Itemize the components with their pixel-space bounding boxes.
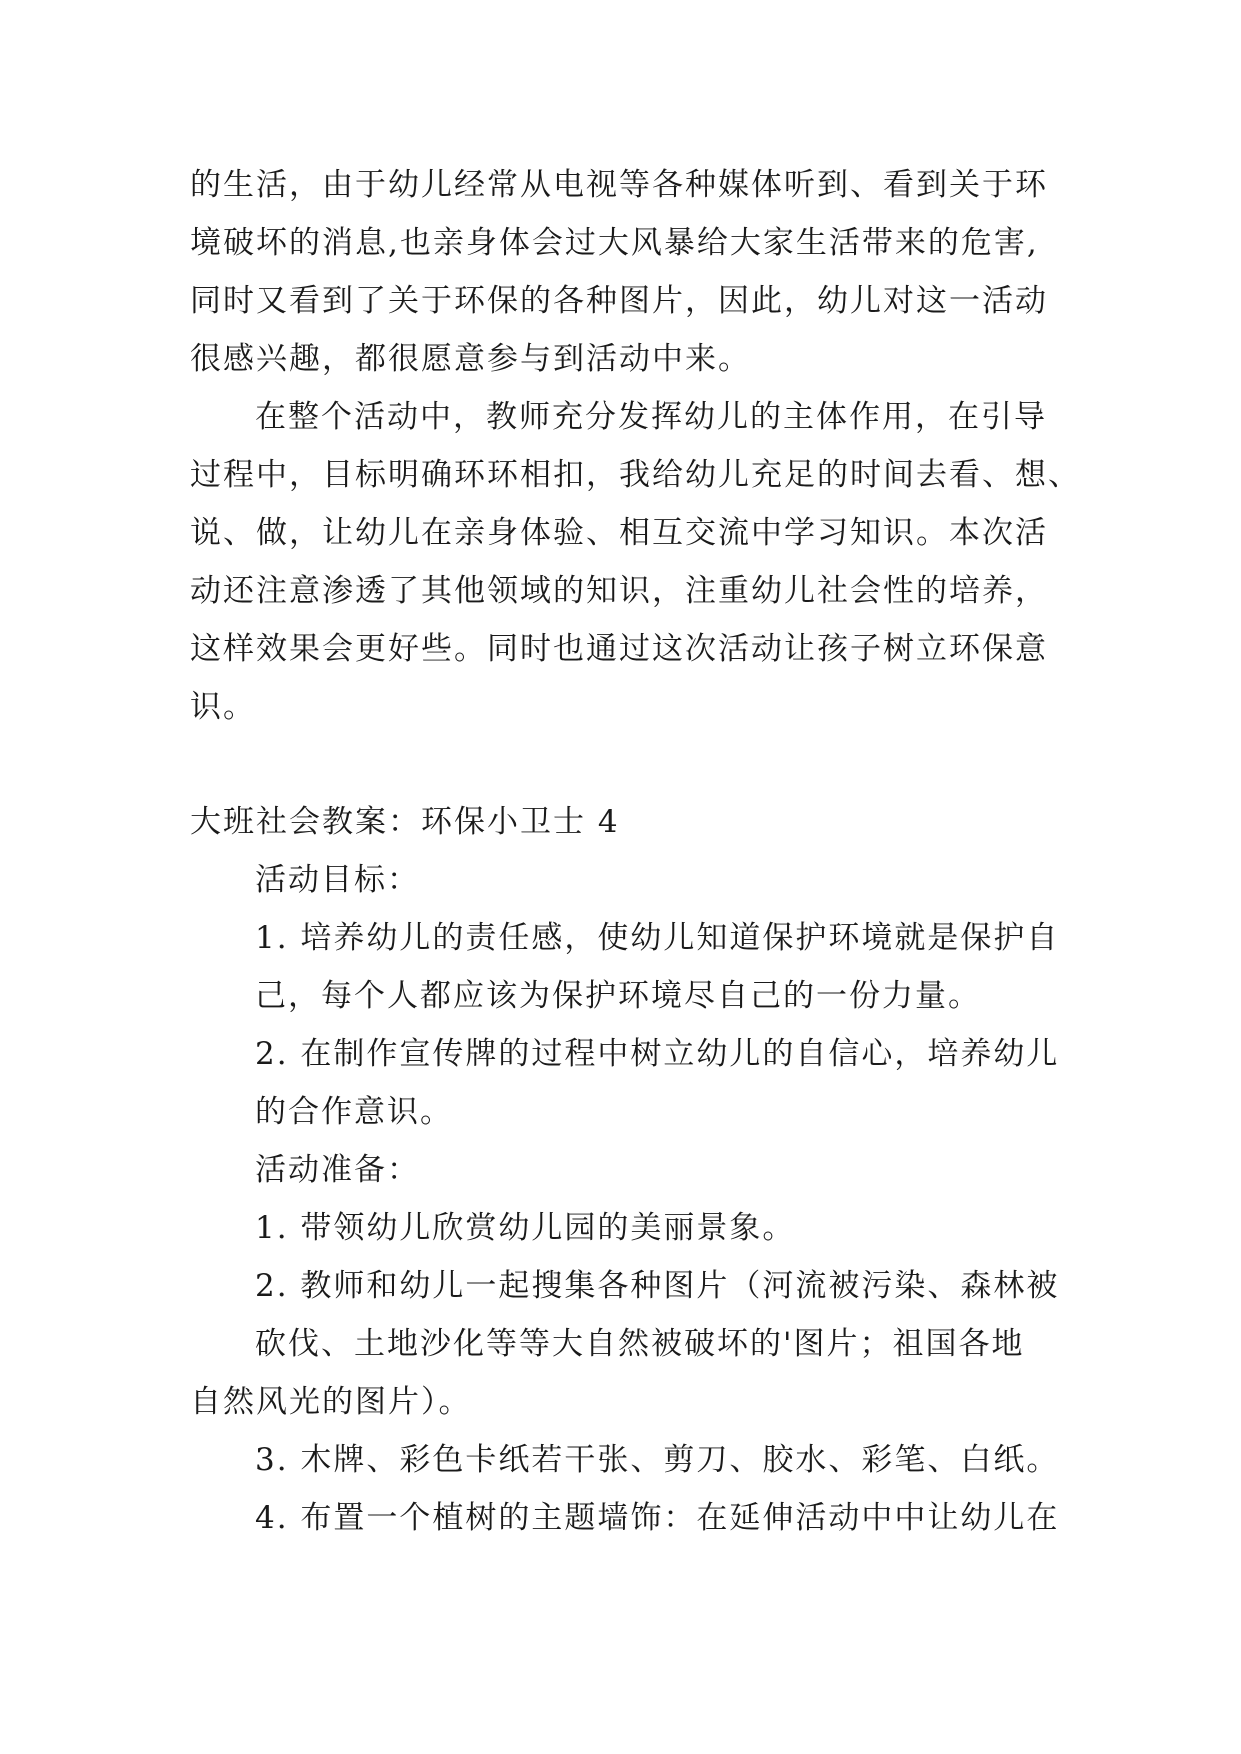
paragraph-line: 的生活，由于幼儿经常从电视等各种媒体听到、看到关于环 (190, 167, 1048, 203)
goals-heading: 活动目标： (255, 862, 420, 898)
prep-item-continued: 砍伐、土地沙化等等大自然被破坏的'图片；祖国各地 (255, 1326, 1025, 1362)
paragraph-line: 这样效果会更好些。同时也通过这次活动让孩子树立环保意 (190, 631, 1048, 667)
goal-item-continued: 己，每个人都应该为保护环境尽自己的一份力量。 (255, 978, 981, 1014)
prep-item: 2. 教师和幼儿一起搜集各种图片（河流被污染、森林被 (255, 1268, 1060, 1304)
goal-item-continued: 的合作意识。 (255, 1094, 453, 1130)
goal-item: 2. 在制作宣传牌的过程中树立幼儿的自信心，培养幼儿 (255, 1036, 1060, 1072)
paragraph-line: 同时又看到了关于环保的各种图片，因此，幼儿对这一活动 (190, 283, 1048, 319)
section-title: 大班社会教案：环保小卫士 4 (190, 804, 620, 840)
paragraph-line: 动还注意渗透了其他领域的知识，注重幼儿社会性的培养， (190, 573, 1048, 609)
prep-item-continued: 自然风光的图片）。 (190, 1384, 472, 1420)
paragraph-line: 过程中，目标明确环环相扣，我给幼儿充足的时间去看、想、 (190, 457, 1081, 493)
prep-item: 3. 木牌、彩色卡纸若干张、剪刀、胶水、彩笔、白纸。 (255, 1442, 1060, 1478)
paragraph-line: 很感兴趣，都很愿意参与到活动中来。 (190, 341, 751, 377)
paragraph-line: 说、做，让幼儿在亲身体验、相互交流中学习知识。本次活 (190, 515, 1048, 551)
paragraph-line: 在整个活动中，教师充分发挥幼儿的主体作用，在引导 (255, 399, 1047, 435)
goal-item: 1. 培养幼儿的责任感，使幼儿知道保护环境就是保护自 (255, 920, 1060, 956)
prep-item: 1. 带领幼儿欣赏幼儿园的美丽景象。 (255, 1210, 796, 1246)
paragraph-line: 境破坏的消息,也亲身体会过大风暴给大家生活带来的危害, (190, 225, 1039, 261)
prep-item: 4. 布置一个植树的主题墙饰：在延伸活动中中让幼儿在 (255, 1500, 1060, 1536)
prep-heading: 活动准备： (255, 1152, 420, 1188)
paragraph-line: 识。 (190, 689, 256, 725)
